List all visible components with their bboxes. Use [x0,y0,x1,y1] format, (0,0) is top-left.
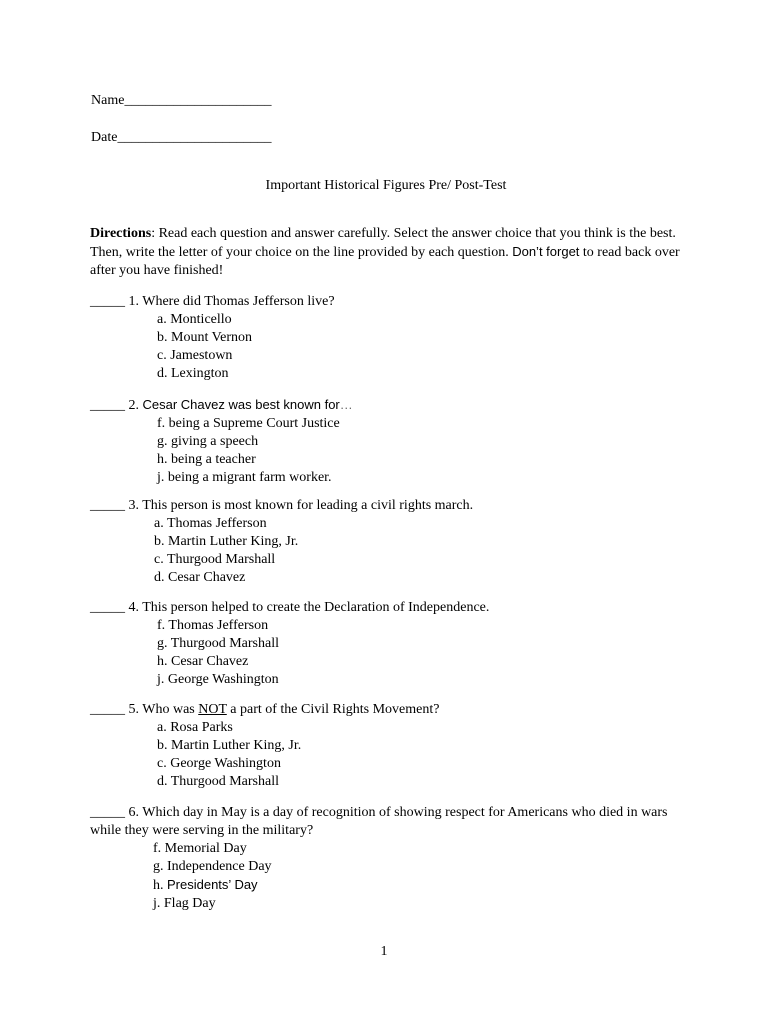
answer-choice-text: Presidents’ Day [167,877,258,892]
page-number: 1 [380,944,388,959]
date-blank-line: ______________________ [117,130,272,145]
answer-choice-letter: h. [153,878,167,893]
answer-blank: _____ [90,398,125,413]
date-label: Date [91,130,118,145]
question-text: 5. Who was [125,702,199,717]
question-text: 3. This person is most known for leading a civil rights march. [125,498,474,513]
question-text: Cesar Chavez was best known for [142,397,340,412]
answer-choice: b. Mount Vernon [157,330,253,345]
question-text: 1. Where did Thomas Jefferson live? [125,294,335,309]
answer-choice: d. Thurgood Marshall [157,774,279,789]
directions-text: : Read each question and answer carefully. Select the answer choice that you think is the best. Then, write the letter of your choice on the line provided by each question. [90,226,676,260]
answer-choice: b. Martin Luther King, Jr. [157,738,302,753]
question-stem [90,497,690,515]
answer-choice: a. Thomas Jefferson [154,516,267,531]
question-stem [90,599,690,617]
answer-blank: _____ [90,600,125,615]
answer-blank: _____ [90,498,125,513]
answer-choice: b. Martin Luther King, Jr. [154,534,299,549]
answer-choices [90,840,690,913]
question-text-end: a part of the Civil Rights Movement? [226,702,440,717]
question-emphasis: NOT [198,702,227,717]
answer-choice: g. giving a speech [157,434,259,449]
question-ellipsis: … [339,397,353,412]
question-5 [90,701,690,791]
answer-choice: h. being a teacher [157,452,256,467]
answer-choice: j. George Washington [157,672,279,687]
directions-text-end: to read back over after you have finished! [90,245,680,278]
answer-choice: c. George Washington [157,756,281,771]
answer-choice: g. Thurgood Marshall [157,636,279,651]
question-1 [90,293,690,383]
directions-text-sans: Don’t forget [512,244,580,259]
page-title: Important Historical Figures Pre/ Post-Test [265,178,507,193]
name-label: Name [91,93,125,108]
answer-choices [90,515,690,587]
answer-choice: j. Flag Day [153,896,216,911]
question-3 [90,497,690,587]
answer-choices [90,415,690,487]
answer-choice: d. Cesar Chavez [154,570,246,585]
question-text: 4. This person helped to create the Declaration of Independence. [125,600,490,615]
question-4 [90,599,690,689]
answer-choices [90,617,690,689]
question-stem [90,396,690,415]
answer-choice: j. being a migrant farm worker. [157,470,332,485]
answer-choice: g. Independence Day [153,859,272,874]
answer-choice: d. Lexington [157,366,229,381]
question-text: 6. Which day in May is a day of recognition of showing respect for Americans who died in wars while they were serving in the military? [90,805,668,838]
question-number: 2. [125,398,143,413]
answer-choice: c. Thurgood Marshall [154,552,276,567]
directions-paragraph [90,225,690,280]
answer-blank: _____ [90,294,125,309]
answer-choice [153,876,690,895]
answer-blank: _____ [90,702,125,717]
answer-choice: f. Memorial Day [153,841,247,856]
answer-blank: _____ [90,805,125,820]
name-blank-line: _____________________ [124,93,272,108]
answer-choice: h. Cesar Chavez [157,654,249,669]
answer-choice: a. Rosa Parks [157,720,233,735]
answer-choice: c. Jamestown [157,348,233,363]
question-stem [90,701,690,719]
answer-choices [90,311,690,383]
answer-choice: a. Monticello [157,312,232,327]
answer-choice: f. being a Supreme Court Justice [157,416,340,431]
question-2 [90,396,690,487]
directions-label: Directions [90,226,152,241]
answer-choice: f. Thomas Jefferson [157,618,269,633]
question-stem [90,804,690,840]
answer-choices [90,719,690,791]
question-6 [90,804,690,913]
name-field [91,92,271,110]
date-field [91,129,271,147]
question-stem [90,293,690,311]
